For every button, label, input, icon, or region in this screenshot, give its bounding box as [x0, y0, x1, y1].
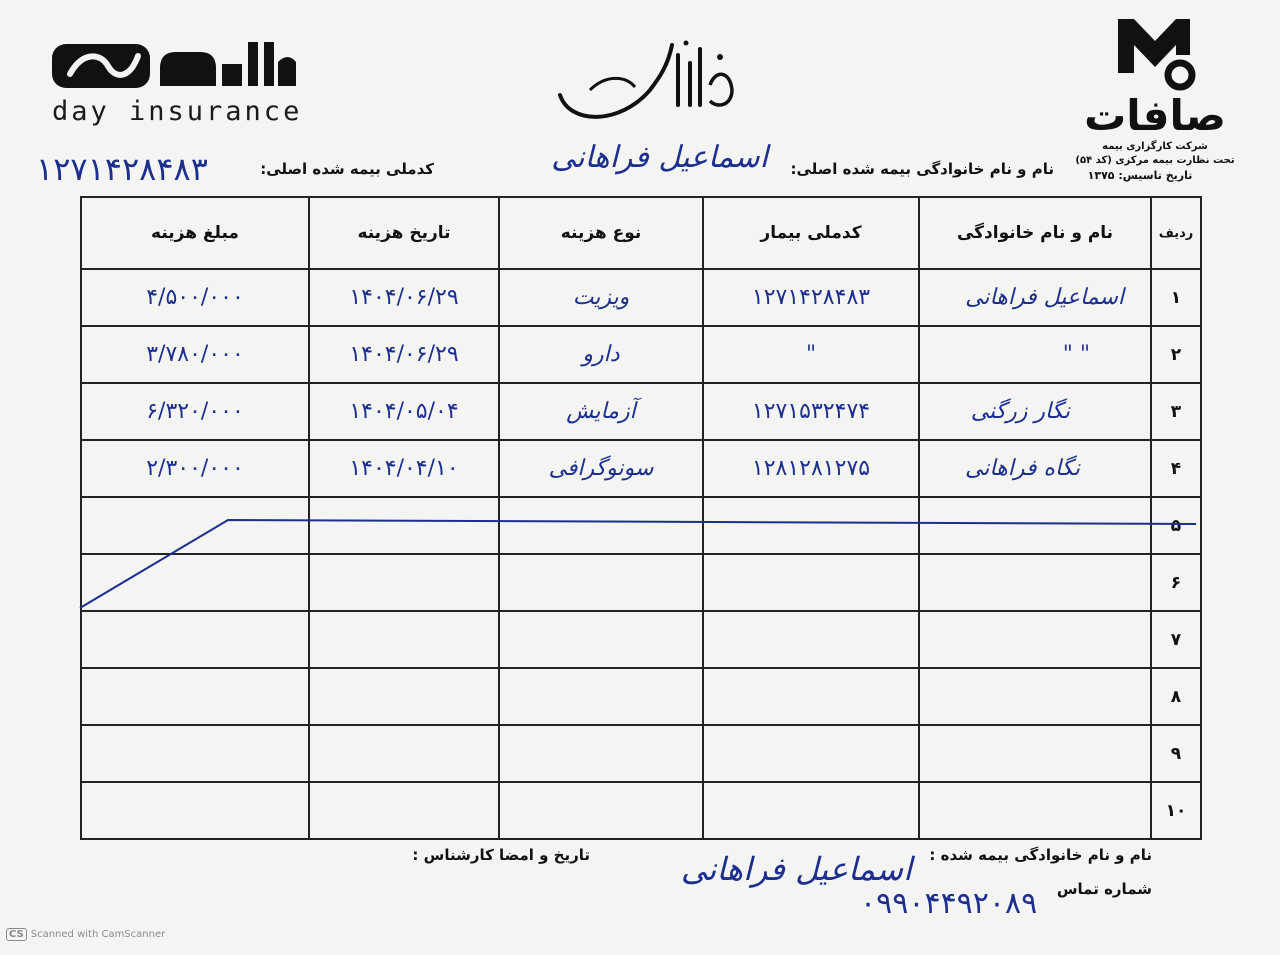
row-amount — [81, 725, 309, 782]
table-row — [81, 383, 1201, 440]
day-insurance-logo-mark — [50, 38, 300, 96]
table-header-row — [81, 197, 1201, 269]
row-name — [919, 725, 1151, 782]
row-patient-id — [703, 611, 919, 668]
row-amount: ۲/۳۰۰/۰۰۰ — [146, 456, 244, 481]
table-row — [81, 668, 1201, 725]
row-expense-type — [499, 725, 703, 782]
row-amount — [81, 554, 309, 611]
scanner-watermark-text: Scanned with CamScanner — [30, 929, 166, 940]
row-name — [919, 554, 1151, 611]
row-expense-date — [309, 611, 499, 668]
row-expense-type: ویزیت — [572, 285, 630, 310]
row-expense-date: ۱۴۰۴/۰۶/۲۹ — [349, 285, 459, 310]
table-row — [81, 326, 1201, 383]
header-patient-id: کدملی بیمار — [703, 197, 919, 269]
row-patient-id — [703, 554, 919, 611]
header-expense-type: نوع هزینه — [499, 197, 703, 269]
row-expense-type: سونوگرافی — [548, 456, 654, 481]
row-number: ۹ — [1151, 725, 1201, 782]
row-patient-id — [703, 497, 919, 554]
safat-logo-mark — [1110, 15, 1200, 93]
row-name — [919, 668, 1151, 725]
row-amount — [81, 782, 309, 839]
expert-signature-label: تاریخ و امضا کارشناس : — [412, 846, 590, 864]
row-number: ۱ — [1151, 269, 1201, 326]
row-number: ۳ — [1151, 383, 1201, 440]
row-expense-date: ۱۴۰۴/۰۵/۰۴ — [349, 399, 459, 424]
safat-agency-logo — [1070, 15, 1240, 195]
row-expense-date: ۱۴۰۴/۰۴/۱۰ — [349, 456, 459, 481]
row-expense-type — [499, 611, 703, 668]
insured-id-label: کدملی بیمه شده اصلی: — [260, 160, 434, 178]
scanner-watermark — [6, 928, 165, 941]
invocation-calligraphy — [550, 35, 740, 125]
footer-contact-value: ۰۹۹۰۴۴۹۲۰۸۹ — [860, 886, 1038, 921]
row-expense-type — [499, 782, 703, 839]
footer-contact-label: شماره تماس — [1056, 880, 1152, 898]
safat-supervision: تحت نظارت بیمه مرکزی (کد ۵۴) — [1075, 155, 1235, 166]
row-number: ۵ — [1151, 497, 1201, 554]
row-number: ۴ — [1151, 440, 1201, 497]
row-amount: ۴/۵۰۰/۰۰۰ — [146, 285, 244, 310]
row-name — [919, 782, 1151, 839]
row-patient-id — [703, 668, 919, 725]
insured-name-label: نام و نام خانوادگی بیمه شده اصلی: — [790, 160, 1054, 178]
row-number: ۸ — [1151, 668, 1201, 725]
row-expense-date — [309, 554, 499, 611]
row-expense-type: آزمایش — [566, 399, 636, 424]
row-amount: ۶/۳۲۰/۰۰۰ — [146, 399, 244, 424]
row-amount: ۳/۷۸۰/۰۰۰ — [146, 342, 244, 367]
row-name: نگار زرگنی — [970, 399, 1070, 424]
row-patient-id: " — [805, 342, 817, 367]
row-patient-id: ۱۲۸۱۲۸۱۲۷۵ — [751, 456, 871, 481]
day-insurance-logo — [50, 38, 303, 130]
table-row — [81, 497, 1201, 554]
safat-founded: تاریخ تاسیس: ۱۳۷۵ — [1087, 169, 1193, 182]
row-patient-id: ۱۲۷۱۴۲۸۴۸۳ — [751, 285, 871, 310]
row-expense-type: دارو — [582, 342, 620, 367]
safat-name: صافات — [1084, 91, 1226, 140]
row-patient-id — [703, 782, 919, 839]
expense-table — [80, 196, 1202, 840]
footer-insured-name-label: نام و نام خانوادگی بیمه شده : — [929, 846, 1152, 864]
row-name: اسماعیل فراهانی — [965, 285, 1124, 310]
table-row — [81, 611, 1201, 668]
header-expense-date: تاریخ هزینه — [309, 197, 499, 269]
row-name — [919, 611, 1151, 668]
row-number: ۲ — [1151, 326, 1201, 383]
day-insurance-logo-text: day insurance — [52, 96, 303, 127]
row-patient-id — [703, 725, 919, 782]
row-expense-date: ۱۴۰۴/۰۶/۲۹ — [349, 342, 459, 367]
row-amount — [81, 497, 309, 554]
row-expense-type — [499, 668, 703, 725]
row-amount — [81, 668, 309, 725]
header-row-number: ردیف — [1151, 197, 1201, 269]
row-number: ۶ — [1151, 554, 1201, 611]
row-expense-date — [309, 668, 499, 725]
row-expense-date — [309, 497, 499, 554]
table-row — [81, 269, 1201, 326]
row-expense-type — [499, 554, 703, 611]
row-amount — [81, 611, 309, 668]
row-expense-type — [499, 497, 703, 554]
row-expense-date — [309, 782, 499, 839]
row-name: نگاه فراهانی — [964, 456, 1080, 481]
row-expense-date — [309, 725, 499, 782]
row-number: ۱۰ — [1151, 782, 1201, 839]
table-row — [81, 440, 1201, 497]
insured-name-value: اسماعیل فراهانی — [551, 140, 768, 175]
row-name — [919, 497, 1151, 554]
table-row — [81, 782, 1201, 839]
table-row — [81, 554, 1201, 611]
header-amount: مبلغ هزینه — [81, 197, 309, 269]
row-number: ۷ — [1151, 611, 1201, 668]
footer-insured-name-value: اسماعیل فراهانی — [680, 850, 912, 888]
row-patient-id: ۱۲۷۱۵۳۲۴۷۴ — [751, 399, 871, 424]
table-row — [81, 725, 1201, 782]
scanner-badge-icon: CS — [6, 928, 27, 941]
insured-id-value: ۱۲۷۱۴۲۸۴۸۳ — [36, 150, 208, 188]
row-name: " " — [1062, 342, 1090, 367]
header-name: نام و نام خانوادگی — [919, 197, 1151, 269]
safat-subtitle: شرکت کارگزاری بیمه — [1102, 141, 1208, 152]
